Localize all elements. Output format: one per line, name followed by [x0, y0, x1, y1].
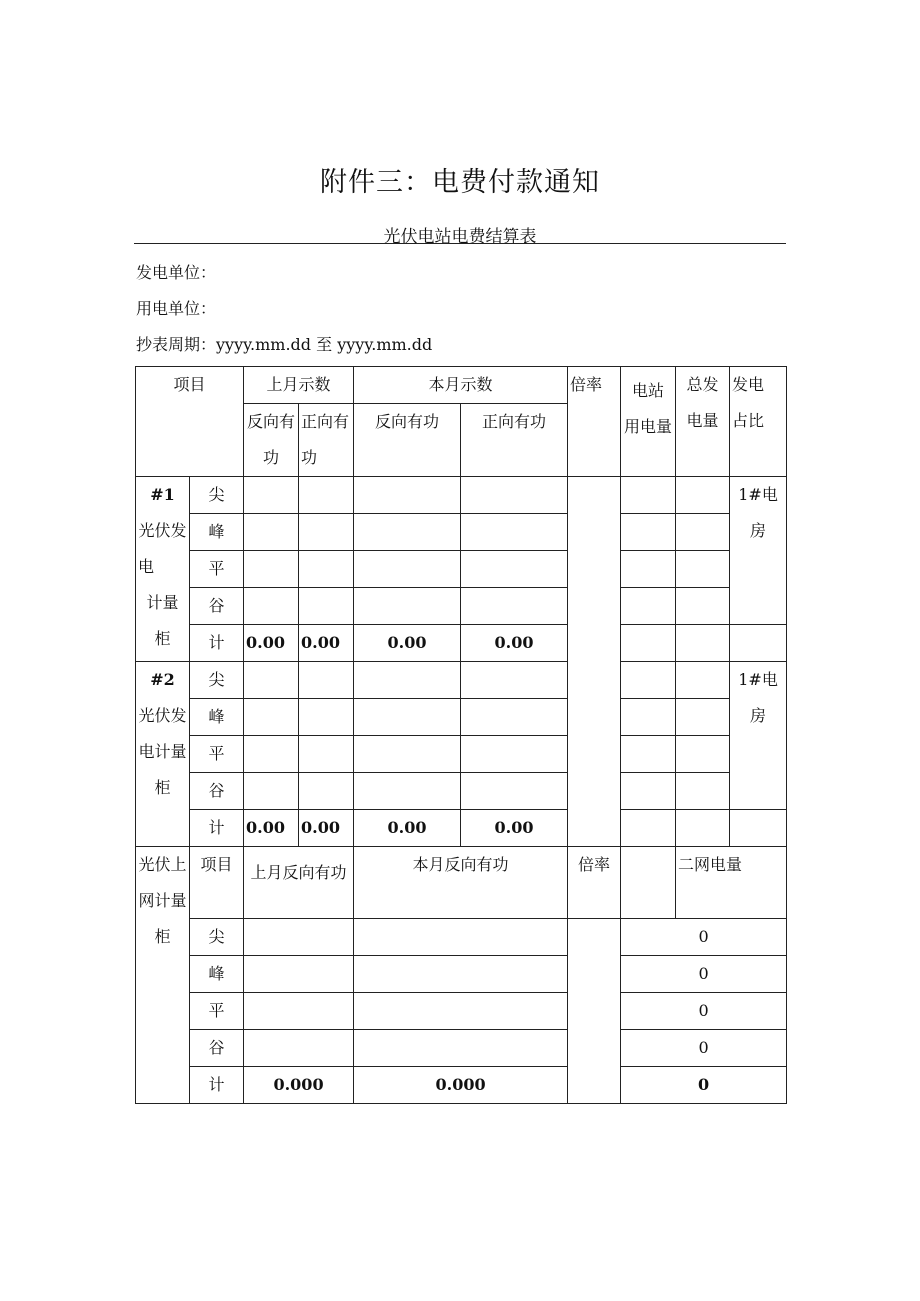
- period-field: 抄表周期：yyyy.mm.dd 至 yyyy.mm.dd: [136, 335, 433, 354]
- grid-header-this-reverse: 本月反向有功: [354, 847, 568, 919]
- cabinet1-name: #1 光伏发 电 计量 柜: [136, 477, 190, 662]
- grid-energy-value: 0: [621, 919, 787, 956]
- cabinet2-name: #2 光伏发 电计量 柜: [136, 662, 190, 847]
- total-value: 0.00: [244, 810, 299, 847]
- header-this-forward: 正向有功: [461, 404, 568, 477]
- grid-total-value: 0.000: [354, 1067, 568, 1104]
- settlement-table: [135, 366, 787, 1104]
- period-label: 平: [190, 993, 244, 1030]
- header-item: 项目: [136, 367, 244, 477]
- total-label: 计: [190, 1067, 244, 1104]
- total-label: 计: [190, 810, 244, 847]
- total-value: 0.00: [461, 625, 568, 662]
- page-title: 附件三：电费付款通知: [320, 167, 600, 198]
- period-label: 峰: [190, 699, 244, 736]
- total-value: 0.00: [461, 810, 568, 847]
- period-label: 尖: [190, 919, 244, 956]
- grid-energy-value: 0: [621, 993, 787, 1030]
- period-label: 谷: [190, 1030, 244, 1067]
- grid-energy-value: 0: [621, 1030, 787, 1067]
- period-label: 平: [190, 551, 244, 588]
- header-multiplier: 倍率: [568, 367, 621, 477]
- header-this-reverse: 反向有功: [354, 404, 461, 477]
- period-label: 峰: [190, 956, 244, 993]
- total-value: 0.00: [299, 810, 354, 847]
- cabinet2-room: 1#电 房: [730, 662, 787, 810]
- header-last-forward: 正向有 功: [299, 404, 354, 477]
- cabinet1-room: 1#电 房: [730, 477, 787, 625]
- period-label: 峰: [190, 514, 244, 551]
- period-label: 尖: [190, 662, 244, 699]
- grid-header-last-reverse: 上月反向有功: [244, 847, 354, 919]
- header-last-reverse: 反向有 功: [244, 404, 299, 477]
- multiplier-cell: [568, 477, 621, 847]
- total-value: 0.00: [299, 625, 354, 662]
- period-label: 谷: [190, 773, 244, 810]
- total-value: 0.00: [354, 625, 461, 662]
- grid-multiplier-cell: [568, 919, 621, 1104]
- header-generation-ratio: 发电 占比: [730, 367, 787, 477]
- period-label: 尖: [190, 477, 244, 514]
- total-value: 0.00: [244, 625, 299, 662]
- grid-cabinet-name: 光伏上 网计量 柜: [136, 847, 190, 1104]
- grid-header-multiplier: 倍率: [568, 847, 621, 919]
- grid-total-value: 0.000: [244, 1067, 354, 1104]
- grid-header-item: 项目: [190, 847, 244, 919]
- grid-total-value: 0: [621, 1067, 787, 1104]
- grid-energy-value: 0: [621, 956, 787, 993]
- divider: [134, 243, 786, 244]
- table-subtitle: 光伏电站电费结算表: [383, 227, 537, 247]
- period-label: 谷: [190, 588, 244, 625]
- generator-unit-field: 发电单位：: [136, 263, 217, 282]
- grid-header-energy: 二网电量: [676, 847, 787, 919]
- period-label: 平: [190, 736, 244, 773]
- total-label: 计: [190, 625, 244, 662]
- consumer-unit-field: 用电单位：: [136, 299, 217, 318]
- header-total-generation: 总发 电量: [676, 367, 730, 477]
- header-last-month: 上月示数: [244, 367, 354, 404]
- header-this-month: 本月示数: [354, 367, 568, 404]
- header-station-use: 电站 用电量: [621, 367, 676, 477]
- total-value: 0.00: [354, 810, 461, 847]
